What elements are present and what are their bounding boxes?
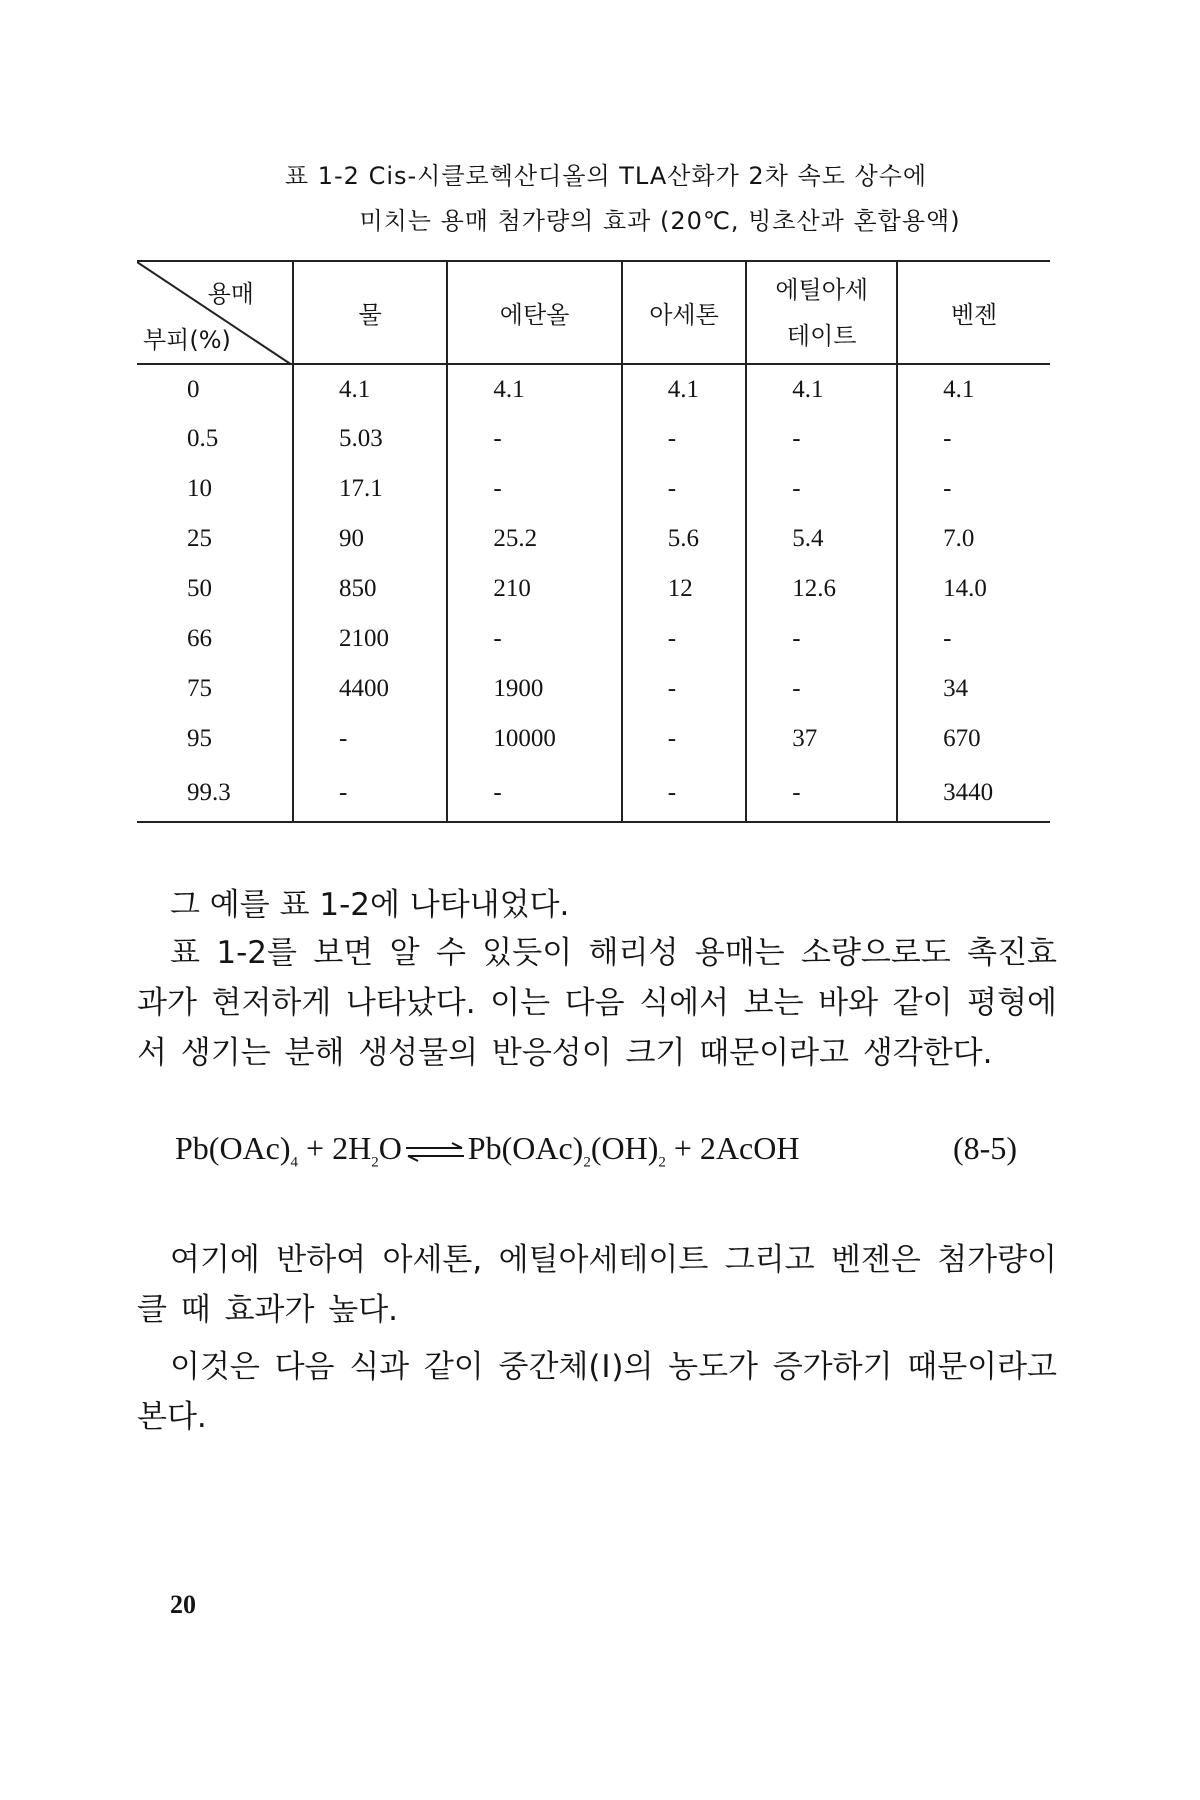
table-cell: 4.1 bbox=[746, 364, 897, 414]
row-volume-cell: 0 bbox=[187, 375, 200, 403]
column-header bbox=[622, 261, 747, 364]
table-cell: 7.0 bbox=[897, 514, 1050, 564]
row-volume-cell: 95 bbox=[187, 725, 212, 752]
equilibrium-arrow-icon bbox=[404, 1141, 466, 1163]
table-cell: - bbox=[897, 614, 1050, 664]
table-cell: 850 bbox=[293, 564, 447, 614]
table-cell: 12 bbox=[622, 564, 747, 614]
table-cell: 4.1 bbox=[897, 364, 1050, 414]
column-header-label: 에탄올 bbox=[499, 301, 570, 329]
table-row bbox=[137, 564, 1050, 614]
table-cell: 90 bbox=[293, 514, 447, 564]
table-cell: - bbox=[622, 714, 747, 764]
table-row bbox=[137, 414, 1050, 464]
table-cell: - bbox=[293, 764, 447, 822]
table-cell: 1900 bbox=[447, 664, 621, 714]
table-caption-line2: 미치는 용매 첨가량의 효과 (20℃, 빙초산과 혼합용액) bbox=[359, 207, 961, 235]
table-cell: 4.1 bbox=[622, 364, 747, 414]
table-cell: - bbox=[622, 764, 747, 822]
row-volume-cell: 25 bbox=[187, 525, 212, 552]
table-row bbox=[137, 764, 1050, 822]
corner-volume-label: 부피(%) bbox=[143, 326, 231, 354]
column-header-label: 아세톤 bbox=[649, 301, 719, 329]
table-row bbox=[137, 464, 1050, 514]
table-row bbox=[137, 664, 1050, 714]
table-row bbox=[137, 714, 1050, 764]
column-header bbox=[746, 261, 897, 364]
table-cell: 5.6 bbox=[622, 514, 747, 564]
table-cell: - bbox=[897, 464, 1050, 514]
column-header-label: 테이트 bbox=[786, 321, 857, 350]
paragraph-dissociating-solvent: 표 1-2를 보면 알 수 있듯이 해리성 용매는 소량으로도 촉진효과가 현저하게 나타났다. 이는 다음 식에서 보는 바와 같이 평형에서 생기는 분해 생성물의 반응성이 크기 때문이라고 생각한다. bbox=[137, 935, 1057, 1071]
table-cell: 10000 bbox=[447, 714, 621, 764]
row-volume-cell: 0.5 bbox=[187, 425, 219, 452]
column-header-label: 에틸아세 bbox=[775, 275, 869, 304]
chemical-equation: $Pb(OAc)_4 + 2H_2O$ $Pb(OAc)_2(OH)_2$ + 2AcOH bbox=[175, 1130, 800, 1171]
table-cell: 4.1 bbox=[293, 364, 447, 414]
eq-rhs: Pb(OAc) bbox=[467, 1130, 584, 1166]
row-volume-cell: 99.3 bbox=[137, 764, 293, 822]
column-header bbox=[293, 261, 447, 364]
table-cell: 14.0 bbox=[897, 564, 1050, 614]
paragraph-contrast: 여기에 반하여 아세톤, 에틸아세테이트 그리고 벤젠은 첨가량이 클 때 효과가 높다. bbox=[137, 1242, 1057, 1328]
table-cell: - bbox=[746, 614, 897, 664]
table-cell: 2100 bbox=[293, 614, 447, 664]
table-cell: - bbox=[293, 714, 447, 764]
column-header-label: 벤젠 bbox=[950, 301, 998, 329]
table-cell: - bbox=[622, 614, 747, 664]
paragraph-intermediate: 이것은 다음 식과 같이 중간체(Ⅰ)의 농도가 증가하기 때문이라고 본다. bbox=[137, 1349, 1057, 1435]
table-cell: - bbox=[622, 464, 747, 514]
row-volume-cell: 10 bbox=[187, 475, 212, 502]
column-header bbox=[897, 261, 1050, 364]
equation-number: (8-5) bbox=[953, 1130, 1017, 1166]
table-cell: 4400 bbox=[293, 664, 447, 714]
table-cell: - bbox=[897, 414, 1050, 464]
table-cell: 670 bbox=[897, 714, 1050, 764]
table-cell: - bbox=[447, 764, 621, 822]
table-row bbox=[137, 364, 1050, 414]
table-caption-line1: 표 1-2 Cis-시클로헥산디올의 TLA산화가 2차 속도 상수에 bbox=[284, 162, 928, 190]
table-cell: 5.03 bbox=[293, 414, 447, 464]
table-cell: - bbox=[447, 464, 621, 514]
table-cell: - bbox=[746, 764, 897, 822]
eq-lhs: Pb(OAc) bbox=[175, 1130, 291, 1166]
table-cell: 210 bbox=[447, 564, 621, 614]
column-header-label: 물 bbox=[358, 301, 382, 329]
data-table bbox=[137, 260, 1050, 823]
table-header-row bbox=[137, 261, 1050, 364]
corner-header-cell bbox=[137, 261, 293, 364]
table-cell: - bbox=[746, 664, 897, 714]
table-cell: - bbox=[746, 414, 897, 464]
table-cell: 37 bbox=[746, 714, 897, 764]
paragraph-intro: 그 예를 표 1-2에 나타내었다. bbox=[170, 887, 570, 923]
column-header bbox=[447, 261, 621, 364]
row-volume-cell: 50 bbox=[187, 575, 212, 602]
table-row bbox=[137, 514, 1050, 564]
table-body bbox=[137, 364, 1050, 822]
page-number: 20 bbox=[170, 1590, 196, 1619]
table-cell: 34 bbox=[897, 664, 1050, 714]
row-volume-cell: 66 bbox=[187, 625, 212, 652]
table-cell: - bbox=[746, 464, 897, 514]
table-cell: 12.6 bbox=[746, 564, 897, 614]
table-row bbox=[137, 614, 1050, 664]
table-cell: 3440 bbox=[897, 764, 1050, 822]
table-cell: 17.1 bbox=[293, 464, 447, 514]
corner-solvent-label: 용매 bbox=[207, 280, 254, 308]
table-cell: 4.1 bbox=[447, 364, 621, 414]
table-cell: - bbox=[447, 414, 621, 464]
table-cell: - bbox=[622, 414, 747, 464]
table-cell: 25.2 bbox=[447, 514, 621, 564]
table-cell: 5.4 bbox=[746, 514, 897, 564]
table-cell: - bbox=[447, 614, 621, 664]
row-volume-cell: 75 bbox=[187, 675, 212, 702]
table-cell: - bbox=[622, 664, 747, 714]
